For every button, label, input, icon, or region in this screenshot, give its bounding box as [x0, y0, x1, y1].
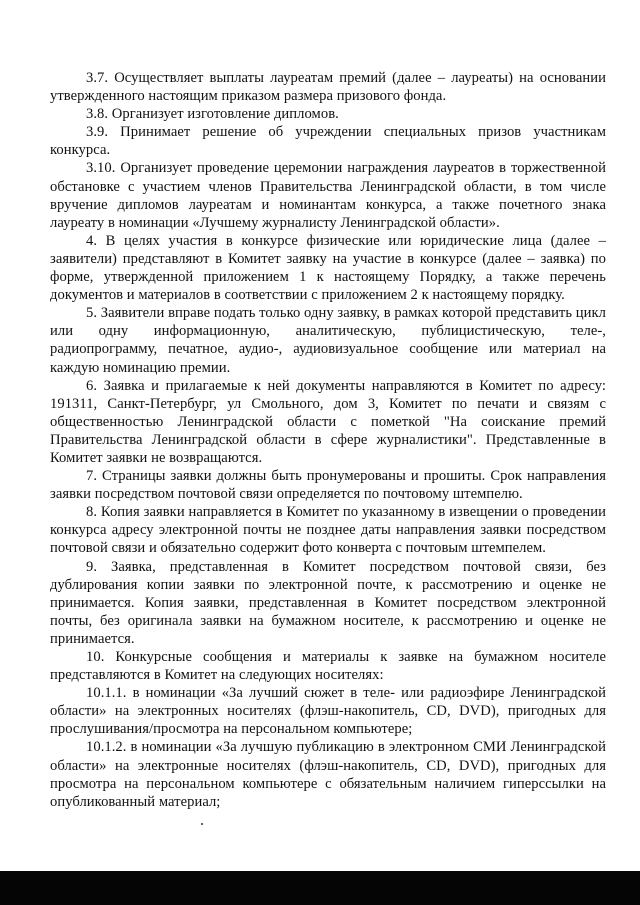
paragraph-3-10: 3.10. Организует проведение церемонии награждения лауреатов в торжественной обстановке с участием членов Правительства Ленинградской области, в том числе вручение дипломов лауреатам и номинантам конкурса, а также почетного знака лауреату в номинации «Лучшему журналисту Ленинградской области».	[50, 160, 606, 231]
paragraph-6: 6. Заявка и прилагаемые к ней документы направляются в Комитет по адресу: 191311, Санкт-Петербург, ул Смольного, дом 3, Комитет по печати и связям с общественностью Ленинградской области с пометкой "На соискание премий Правительства Ленинградской области в сфере журналистики". Представленные в Комитет заявки не возвращаются.	[50, 377, 606, 466]
scan-bottom-edge	[0, 871, 640, 905]
paragraph-5: 5. Заявители вправе подать только одну заявку, в рамках которой представить цикл или одну информационную, аналитическую, публицистическую, теле-, радиопрограмму, печатное, аудио-, аудиовизуальное сообщение или материал на каждую номинацию премии.	[50, 305, 606, 376]
paragraph-3-9: 3.9. Принимает решение об учреждении специальных призов участникам конкурса.	[50, 124, 606, 159]
paragraph-3-7: 3.7. Осуществляет выплаты лауреатам премий (далее – лауреаты) на основании утвержденного настоящим приказом размера призового фонда.	[50, 70, 606, 105]
paragraph-4: 4. В целях участия в конкурсе физические или юридические лица (далее – заявители) представляют в Комитет заявку на участие в конкурсе (далее – заявка) по форме, утвержденной приложением 1 к настоящему Порядку, а также перечень документов и материалов в соответствии с приложением 2 к настоящему порядку.	[50, 232, 606, 304]
paragraph-3-8: 3.8. Организует изготовление дипломов.	[86, 106, 339, 123]
paragraph-10-1-2: 10.1.2. в номинации «За лучшую публикацию в электронном СМИ Ленинградской области» на электронные носителях (флэш-накопитель, CD, DVD), пригодных для просмотра на персональном компьютере с обязательным наличием гиперссылки на опубликованный материал;	[50, 739, 606, 810]
paragraph-10: 10. Конкурсные сообщения и материалы к заявке на бумажном носителе представляются в Комитет на следующих носителях:	[50, 649, 606, 684]
paragraph-10-1-1: 10.1.1. в номинации «За лучший сюжет в теле- или радиоэфире Ленинградской области» на электронных носителях (флэш-накопитель, CD, DVD), пригодных для прослушивания/просмотра на персональном компьютере;	[50, 685, 606, 738]
paragraph-9: 9. Заявка, представленная в Комитет посредством почтовой связи, без дублирования копии заявки по электронной почте, к рассмотрению и оценке не принимается. Копия заявки, представленная в Комитет посредством электронной почты, без оригинала заявки на бумажном носителе, к рассмотрению и оценке не принимается.	[50, 558, 606, 647]
paragraph-8: 8. Копия заявки направляется в Комитет по указанному в извещении о проведении конкурса адресу электронной почты не позднее даты направления заявки посредством почтовой связи и обязательно содержит фото конверта с почтовым штемпелем.	[50, 504, 606, 557]
scan-speck	[201, 823, 203, 825]
document-body	[50, 69, 606, 811]
paragraph-7: 7. Страницы заявки должны быть пронумерованы и прошиты. Срок направления заявки посредством почтовой связи определяется по почтовому штемпелю.	[50, 468, 606, 503]
